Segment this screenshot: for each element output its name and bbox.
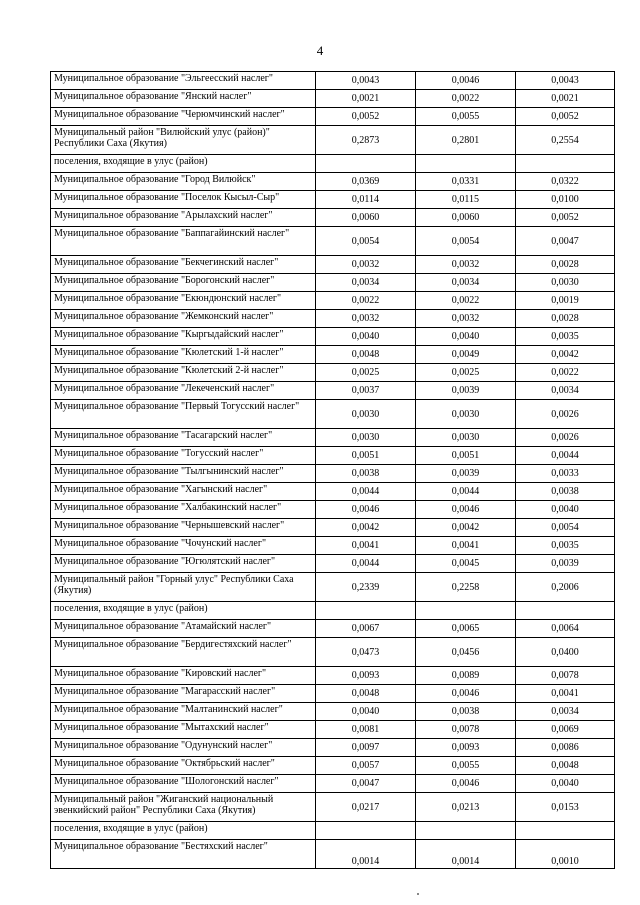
value-cell-col1	[316, 822, 416, 840]
value-cell-col1: 0,0044	[316, 483, 416, 501]
value-cell-col3: 0,0052	[516, 209, 615, 227]
table-row	[51, 429, 615, 447]
value-cell-col1: 0,0034	[316, 274, 416, 292]
value-cell-col2	[416, 602, 516, 620]
municipality-name-cell: Муниципальное образование "Янский наслег"	[51, 90, 316, 108]
table-row	[51, 775, 615, 793]
municipality-name-cell: Муниципальное образование "Тасагарский наслег"	[51, 429, 316, 447]
table-body	[51, 72, 615, 869]
value-cell-col3: 0,0040	[516, 775, 615, 793]
value-cell-col2: 0,0089	[416, 667, 516, 685]
value-cell-col2: 0,0055	[416, 757, 516, 775]
value-cell-col1: 0,0043	[316, 72, 416, 90]
municipality-name-cell: Муниципальное образование "Мытахский наслег"	[51, 721, 316, 739]
value-cell-col1: 0,0057	[316, 757, 416, 775]
value-cell-col1: 0,0060	[316, 209, 416, 227]
value-cell-col2: 0,0025	[416, 364, 516, 382]
table-row	[51, 793, 615, 822]
value-cell-col2: 0,0032	[416, 256, 516, 274]
value-cell-col3: 0,0041	[516, 685, 615, 703]
value-cell-col1: 0,0081	[316, 721, 416, 739]
value-cell-col3: 0,0034	[516, 382, 615, 400]
table-row	[51, 703, 615, 721]
value-cell-col1: 0,0217	[316, 793, 416, 822]
municipality-name-cell: Муниципальное образование "Одунунский наслег"	[51, 739, 316, 757]
value-cell-col1: 0,0032	[316, 256, 416, 274]
value-cell-col1: 0,0037	[316, 382, 416, 400]
value-cell-col3: 0,0044	[516, 447, 615, 465]
value-cell-col3: 0,0042	[516, 346, 615, 364]
value-cell-col3: 0,0047	[516, 227, 615, 256]
table-row	[51, 555, 615, 573]
value-cell-col1: 0,0067	[316, 620, 416, 638]
municipality-name-cell: Муниципальное образование "Хагынский наслег"	[51, 483, 316, 501]
value-cell-col2: 0,0014	[416, 840, 516, 869]
value-cell-col3: 0,0035	[516, 537, 615, 555]
municipality-name-cell: Муниципальное образование "Баппагайинский наслег"	[51, 227, 316, 256]
municipality-name-cell: поселения, входящие в улус (район)	[51, 155, 316, 173]
table-row	[51, 685, 615, 703]
value-cell-col2: 0,0030	[416, 400, 516, 429]
table-row	[51, 256, 615, 274]
value-cell-col1: 0,0046	[316, 501, 416, 519]
value-cell-col1: 0,2873	[316, 126, 416, 155]
value-cell-col2: 0,0055	[416, 108, 516, 126]
municipality-name-cell: поселения, входящие в улус (район)	[51, 822, 316, 840]
table-row	[51, 90, 615, 108]
municipality-name-cell: Муниципальное образование "Город Вилюйск"	[51, 173, 316, 191]
value-cell-col3: 0,0038	[516, 483, 615, 501]
coefficients-table	[50, 71, 615, 869]
value-cell-col1: 0,0473	[316, 638, 416, 667]
table-row	[51, 840, 615, 869]
value-cell-col3: 0,0034	[516, 703, 615, 721]
municipality-name-cell: поселения, входящие в улус (район)	[51, 602, 316, 620]
value-cell-col3: 0,0026	[516, 400, 615, 429]
value-cell-col1: 0,2339	[316, 573, 416, 602]
value-cell-col1: 0,0040	[316, 703, 416, 721]
municipality-name-cell: Муниципальное образование "Халбакинский наслег"	[51, 501, 316, 519]
municipality-name-cell: Муниципальное образование "Тылгынинский наслег"	[51, 465, 316, 483]
value-cell-col1: 0,0042	[316, 519, 416, 537]
value-cell-col1: 0,0030	[316, 400, 416, 429]
municipality-name-cell: Муниципальное образование "Екюндюнский наслег"	[51, 292, 316, 310]
table-row	[51, 209, 615, 227]
value-cell-col2: 0,0044	[416, 483, 516, 501]
table-row	[51, 537, 615, 555]
value-cell-col2: 0,0078	[416, 721, 516, 739]
table-row	[51, 274, 615, 292]
table-row	[51, 328, 615, 346]
value-cell-col3: 0,0069	[516, 721, 615, 739]
value-cell-col3: 0,0078	[516, 667, 615, 685]
municipality-name-cell: Муниципальный район "Вилюйский улус (район)" Республики Саха (Якутия)	[51, 126, 316, 155]
value-cell-col3: 0,0052	[516, 108, 615, 126]
municipality-name-cell: Муниципальное образование "Малтанинский наслег"	[51, 703, 316, 721]
value-cell-col3: 0,0153	[516, 793, 615, 822]
value-cell-col2: 0,2801	[416, 126, 516, 155]
table-row	[51, 573, 615, 602]
value-cell-col1: 0,0014	[316, 840, 416, 869]
value-cell-col1: 0,0093	[316, 667, 416, 685]
value-cell-col3: 0,0033	[516, 465, 615, 483]
table-row	[51, 382, 615, 400]
table-row	[51, 739, 615, 757]
table-row	[51, 620, 615, 638]
table-row	[51, 126, 615, 155]
value-cell-col3: 0,2554	[516, 126, 615, 155]
municipality-name-cell: Муниципальный район "Горный улус" Республики Саха (Якутия)	[51, 573, 316, 602]
value-cell-col1: 0,0021	[316, 90, 416, 108]
municipality-name-cell: Муниципальное образование "Кыргыдайский наслег"	[51, 328, 316, 346]
value-cell-col3	[516, 602, 615, 620]
value-cell-col1: 0,0048	[316, 685, 416, 703]
scan-speck	[417, 893, 419, 895]
value-cell-col3: 0,0035	[516, 328, 615, 346]
table-row	[51, 483, 615, 501]
municipality-name-cell: Муниципальное образование "Арылахский наслег"	[51, 209, 316, 227]
municipality-name-cell: Муниципальное образование "Жемконский наслег"	[51, 310, 316, 328]
value-cell-col3: 0,0322	[516, 173, 615, 191]
page-number: 4	[316, 43, 324, 58]
municipality-name-cell: Муниципальное образование "Бестяхский наслег"	[51, 840, 316, 869]
municipality-name-cell: Муниципальное образование "Октябрьский наслег"	[51, 757, 316, 775]
table-row	[51, 72, 615, 90]
value-cell-col1: 0,0051	[316, 447, 416, 465]
municipality-name-cell: Муниципальное образование "Эльгеесский наслег"	[51, 72, 316, 90]
value-cell-col2: 0,0054	[416, 227, 516, 256]
municipality-name-cell: Муниципальное образование "Поселок Кысыл-Сыр"	[51, 191, 316, 209]
value-cell-col1: 0,0047	[316, 775, 416, 793]
table-row	[51, 757, 615, 775]
municipality-name-cell: Муниципальное образование "Бердигестяхский наслег"	[51, 638, 316, 667]
value-cell-col3: 0,2006	[516, 573, 615, 602]
table-row	[51, 191, 615, 209]
value-cell-col2: 0,0022	[416, 292, 516, 310]
table-row	[51, 173, 615, 191]
value-cell-col3: 0,0019	[516, 292, 615, 310]
value-cell-col1: 0,0025	[316, 364, 416, 382]
value-cell-col2: 0,0093	[416, 739, 516, 757]
value-cell-col1: 0,0022	[316, 292, 416, 310]
value-cell-col2: 0,0049	[416, 346, 516, 364]
value-cell-col2: 0,0034	[416, 274, 516, 292]
table-row	[51, 822, 615, 840]
municipality-name-cell: Муниципальный район "Жиганский национальный эвенкийский район" Республики Саха (Якутия)	[51, 793, 316, 822]
value-cell-col3: 0,0086	[516, 739, 615, 757]
municipality-name-cell: Муниципальное образование "Магарасский наслег"	[51, 685, 316, 703]
value-cell-col1: 0,0041	[316, 537, 416, 555]
value-cell-col2: 0,0456	[416, 638, 516, 667]
value-cell-col1: 0,0052	[316, 108, 416, 126]
value-cell-col3: 0,0048	[516, 757, 615, 775]
table-row	[51, 227, 615, 256]
value-cell-col1: 0,0040	[316, 328, 416, 346]
value-cell-col3	[516, 822, 615, 840]
value-cell-col1: 0,0369	[316, 173, 416, 191]
value-cell-col3	[516, 155, 615, 173]
value-cell-col2: 0,2258	[416, 573, 516, 602]
value-cell-col2: 0,0331	[416, 173, 516, 191]
municipality-name-cell: Муниципальное образование "Лекеченский наслег"	[51, 382, 316, 400]
municipality-name-cell: Муниципальное образование "Борогонский наслег"	[51, 274, 316, 292]
value-cell-col3: 0,0054	[516, 519, 615, 537]
table-row	[51, 667, 615, 685]
value-cell-col3: 0,0400	[516, 638, 615, 667]
value-cell-col1: 0,0044	[316, 555, 416, 573]
value-cell-col3: 0,0064	[516, 620, 615, 638]
value-cell-col2: 0,0045	[416, 555, 516, 573]
municipality-name-cell: Муниципальное образование "Кюлетский 2-й наслег"	[51, 364, 316, 382]
table-row	[51, 108, 615, 126]
value-cell-col1: 0,0032	[316, 310, 416, 328]
table-row	[51, 501, 615, 519]
municipality-name-cell: Муниципальное образование "Кюлетский 1-й наслег"	[51, 346, 316, 364]
table-row	[51, 155, 615, 173]
value-cell-col1	[316, 155, 416, 173]
value-cell-col2	[416, 822, 516, 840]
value-cell-col2: 0,0213	[416, 793, 516, 822]
value-cell-col2: 0,0046	[416, 685, 516, 703]
value-cell-col3: 0,0039	[516, 555, 615, 573]
table-row	[51, 721, 615, 739]
table-row	[51, 364, 615, 382]
municipality-name-cell: Муниципальное образование "Чочунский наслег"	[51, 537, 316, 555]
value-cell-col1: 0,0030	[316, 429, 416, 447]
value-cell-col2: 0,0039	[416, 382, 516, 400]
value-cell-col2: 0,0051	[416, 447, 516, 465]
value-cell-col3: 0,0040	[516, 501, 615, 519]
value-cell-col1: 0,0054	[316, 227, 416, 256]
value-cell-col1	[316, 602, 416, 620]
value-cell-col2: 0,0065	[416, 620, 516, 638]
value-cell-col2: 0,0046	[416, 501, 516, 519]
table-row	[51, 310, 615, 328]
municipality-name-cell: Муниципальное образование "Югюлятский наслег"	[51, 555, 316, 573]
value-cell-col2: 0,0038	[416, 703, 516, 721]
value-cell-col2: 0,0040	[416, 328, 516, 346]
table-row	[51, 292, 615, 310]
table-row	[51, 465, 615, 483]
value-cell-col1: 0,0097	[316, 739, 416, 757]
value-cell-col2: 0,0046	[416, 72, 516, 90]
value-cell-col2: 0,0060	[416, 209, 516, 227]
table-row	[51, 602, 615, 620]
table-row	[51, 519, 615, 537]
value-cell-col3: 0,0100	[516, 191, 615, 209]
value-cell-col3: 0,0030	[516, 274, 615, 292]
municipality-name-cell: Муниципальное образование "Первый Тогусский наслег"	[51, 400, 316, 429]
municipality-name-cell: Муниципальное образование "Кировский наслег"	[51, 667, 316, 685]
municipality-name-cell: Муниципальное образование "Тогусский наслег"	[51, 447, 316, 465]
value-cell-col2: 0,0030	[416, 429, 516, 447]
value-cell-col2	[416, 155, 516, 173]
municipality-name-cell: Муниципальное образование "Атамайский наслег"	[51, 620, 316, 638]
table-row	[51, 447, 615, 465]
value-cell-col3: 0,0043	[516, 72, 615, 90]
value-cell-col1: 0,0038	[316, 465, 416, 483]
value-cell-col2: 0,0042	[416, 519, 516, 537]
value-cell-col1: 0,0114	[316, 191, 416, 209]
value-cell-col3: 0,0021	[516, 90, 615, 108]
value-cell-col2: 0,0039	[416, 465, 516, 483]
value-cell-col3: 0,0026	[516, 429, 615, 447]
value-cell-col3: 0,0028	[516, 310, 615, 328]
table-row	[51, 346, 615, 364]
value-cell-col3: 0,0010	[516, 840, 615, 869]
value-cell-col1: 0,0048	[316, 346, 416, 364]
municipality-name-cell: Муниципальное образование "Шологонский наслег"	[51, 775, 316, 793]
value-cell-col2: 0,0032	[416, 310, 516, 328]
municipality-name-cell: Муниципальное образование "Чернышевский наслег"	[51, 519, 316, 537]
value-cell-col3: 0,0028	[516, 256, 615, 274]
value-cell-col2: 0,0046	[416, 775, 516, 793]
table-row	[51, 400, 615, 429]
value-cell-col2: 0,0041	[416, 537, 516, 555]
value-cell-col2: 0,0022	[416, 90, 516, 108]
value-cell-col2: 0,0115	[416, 191, 516, 209]
table-row	[51, 638, 615, 667]
municipality-name-cell: Муниципальное образование "Бекчегинский наслег"	[51, 256, 316, 274]
value-cell-col3: 0,0022	[516, 364, 615, 382]
municipality-name-cell: Муниципальное образование "Черюмчинский наслег"	[51, 108, 316, 126]
